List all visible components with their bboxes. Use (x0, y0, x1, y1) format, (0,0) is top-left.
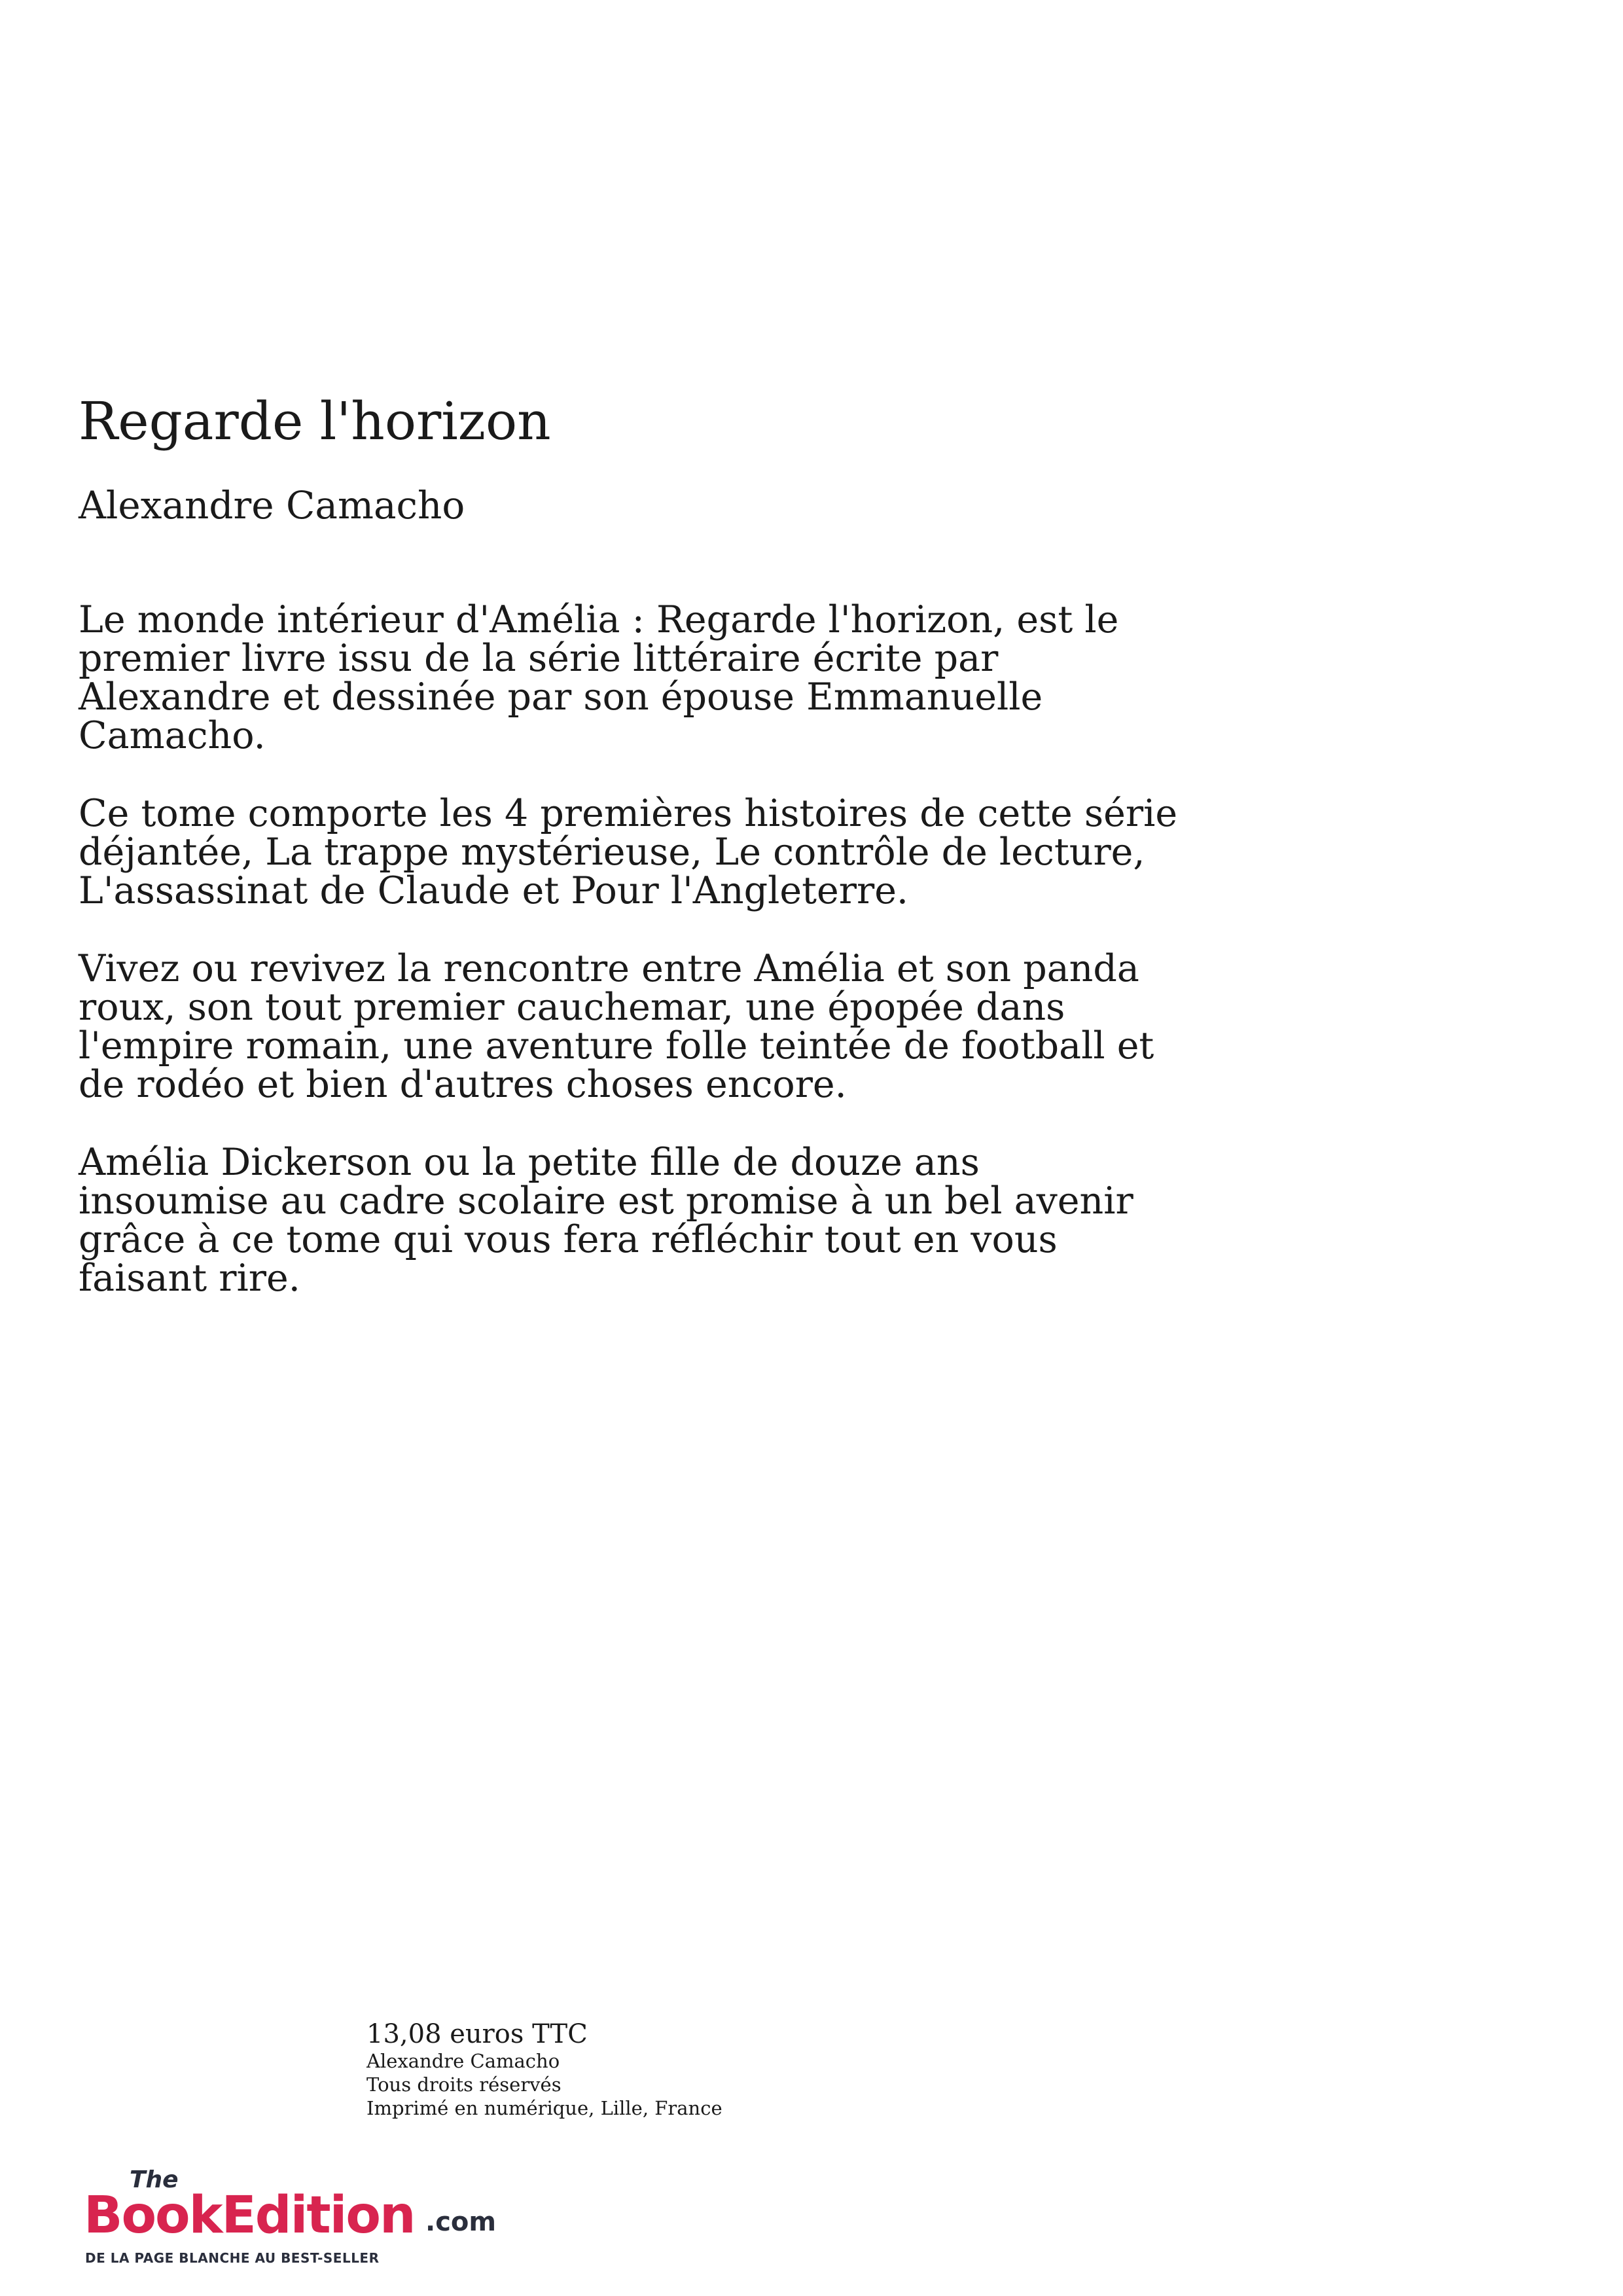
logo-prefix: The (130, 2166, 179, 2193)
back-cover-blurb (79, 598, 1243, 1337)
printing-notice: Imprimé en numérique, Lille, France (366, 2097, 722, 2119)
logo-tagline: DE LA PAGE BLANCHE AU BEST-SELLER (85, 2250, 380, 2266)
logo-brand-name: BookEdition (84, 2186, 415, 2245)
blurb-paragraph: Le monde intérieur d'Amélia : Regarde l'horizon, est le premier livre issu de la série littéraire écrite par Alexandre et dessinée par son épouse Emmanuelle Camacho. (79, 598, 1119, 757)
logo-suffix: .com (425, 2207, 497, 2237)
book-author: Alexandre Camacho (79, 483, 465, 528)
publisher-logo (79, 2166, 497, 2265)
price: 13,08 euros TTC (366, 2019, 588, 2049)
book-title: Regarde l'horizon (79, 391, 551, 452)
blurb-paragraph: Vivez ou revivez la rencontre entre Amélia et son panda roux, son tout premier cauchemar, une épopée dans l'empire romain, une aventure folle teintée de football et de rodéo et bien d'autres choses encore. (79, 947, 1154, 1106)
colophon-author: Alexandre Camacho (366, 2050, 560, 2072)
blurb-paragraph: Amélia Dickerson ou la petite fille de douze ans insoumise au cadre scolaire est promise à un bel avenir grâce à ce tome qui vous fera réfléchir tout en vous faisant rire. (79, 1141, 1133, 1300)
colophon (366, 2019, 722, 2120)
rights-notice: Tous droits réservés (366, 2073, 562, 2096)
blurb-paragraph: Ce tome comporte les 4 premières histoires de cette série déjantée, La trappe mystérieuse, Le contrôle de lecture, L'assassinat de Claude et Pour l'Angleterre. (79, 792, 1178, 912)
